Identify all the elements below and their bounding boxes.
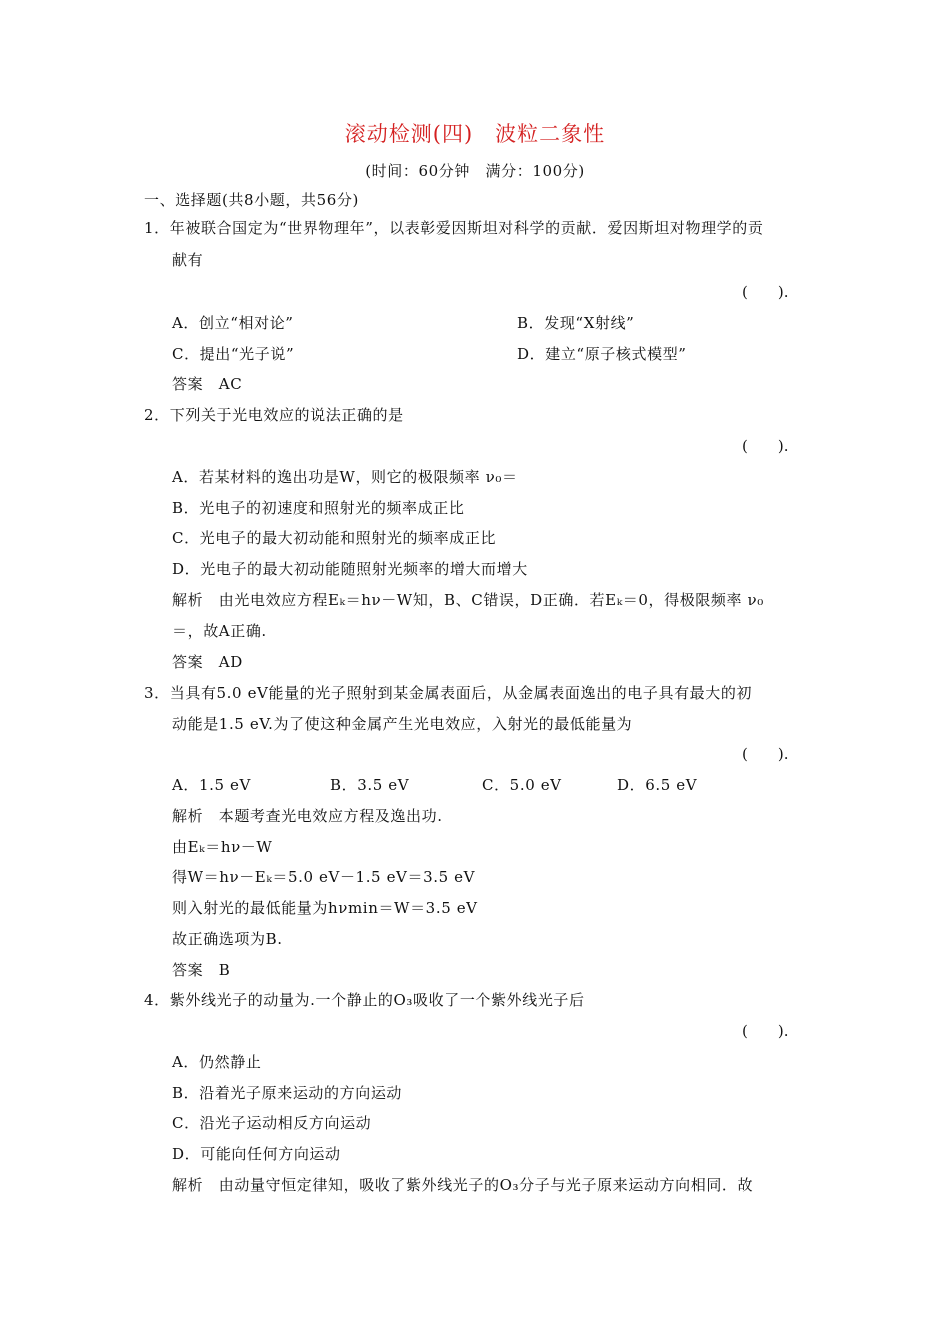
page-title: 滚动检测(四) 波粒二象性 [344,122,606,146]
q3-analysis-line2: 由Eₖ＝hν－W [172,838,273,856]
q3-analysis-line3: 得W＝hν－Eₖ＝5.0 eV－1.5 eV＝3.5 eV [172,868,476,886]
page-subtitle: (时间：60分钟 满分：100分) [365,162,585,180]
q2-stem: 2．下列关于光电效应的说法正确的是 [144,406,404,424]
q3-option-d: D．6.5 eV [617,776,698,794]
q4-option-b: B．沿着光子原来运动的方向运动 [172,1084,403,1102]
q2-answer-bracket: ( ). [742,437,789,455]
section-heading: 一、选择题(共8小题，共56分) [144,191,359,209]
q1-option-b: B．发现“X射线” [517,314,635,332]
q4-option-c: C．沿光子运动相反方向运动 [172,1114,372,1132]
q2-option-a: A．若某材料的逸出功是W，则它的极限频率 ν₀＝ [172,468,518,486]
q2-option-d: D．光电子的最大初动能随照射光频率的增大而增大 [172,560,528,578]
q1-stem-line2: 献有 [172,251,204,269]
q4-stem: 4．紫外线光子的动量为.一个静止的O₃吸收了一个紫外线光子后 [144,991,585,1009]
q3-answer: 答案 B [172,961,231,979]
q1-option-c: C．提出“光子说” [172,345,295,363]
q2-option-b: B．光电子的初速度和照射光的频率成正比 [172,499,465,517]
q1-answer-bracket: ( ). [742,283,789,301]
q3-option-c: C．5.0 eV [482,776,562,794]
q3-analysis-line5: 故正确选项为B. [172,930,283,948]
q2-answer: 答案 AD [172,653,243,671]
q4-option-d: D．可能向任何方向运动 [172,1145,341,1163]
q3-option-a: A．1.5 eV [172,776,251,794]
q3-stem-line1: 3．当具有5.0 eV能量的光子照射到某金属表面后，从金属表面逸出的电子具有最大的初 [144,684,753,702]
q3-analysis-line4: 则入射光的最低能量为hνmin＝W＝3.5 eV [172,899,478,917]
q1-option-d: D．建立“原子核式模型” [517,345,687,363]
q1-option-a: A．创立“相对论” [172,314,294,332]
q3-analysis-line1: 解析 本题考查光电效应方程及逸出功. [172,807,443,825]
q2-option-c: C．光电子的最大初动能和照射光的频率成正比 [172,529,497,547]
q3-stem-line2: 动能是1.5 eV.为了使这种金属产生光电效应，入射光的最低能量为 [172,715,633,733]
q2-analysis-line1: 解析 由光电效应方程Eₖ＝hν－W知，B、C错误，D正确．若Eₖ＝0，得极限频率 ν₀ [172,591,764,609]
q2-analysis-line2: ＝，故A正确. [172,622,267,640]
q3-answer-bracket: ( ). [742,745,789,763]
q4-answer-bracket: ( ). [742,1022,789,1040]
q3-option-b: B．3.5 eV [330,776,410,794]
q4-option-a: A．仍然静止 [172,1053,262,1071]
q4-analysis-line1: 解析 由动量守恒定律知，吸收了紫外线光子的O₃分子与光子原来运动方向相同．故 [172,1176,754,1194]
q1-answer: 答案 AC [172,375,243,393]
q1-stem-line1: 1．年被联合国定为“世界物理年”，以表彰爱因斯坦对科学的贡献．爱因斯坦对物理学的贡 [144,219,764,237]
